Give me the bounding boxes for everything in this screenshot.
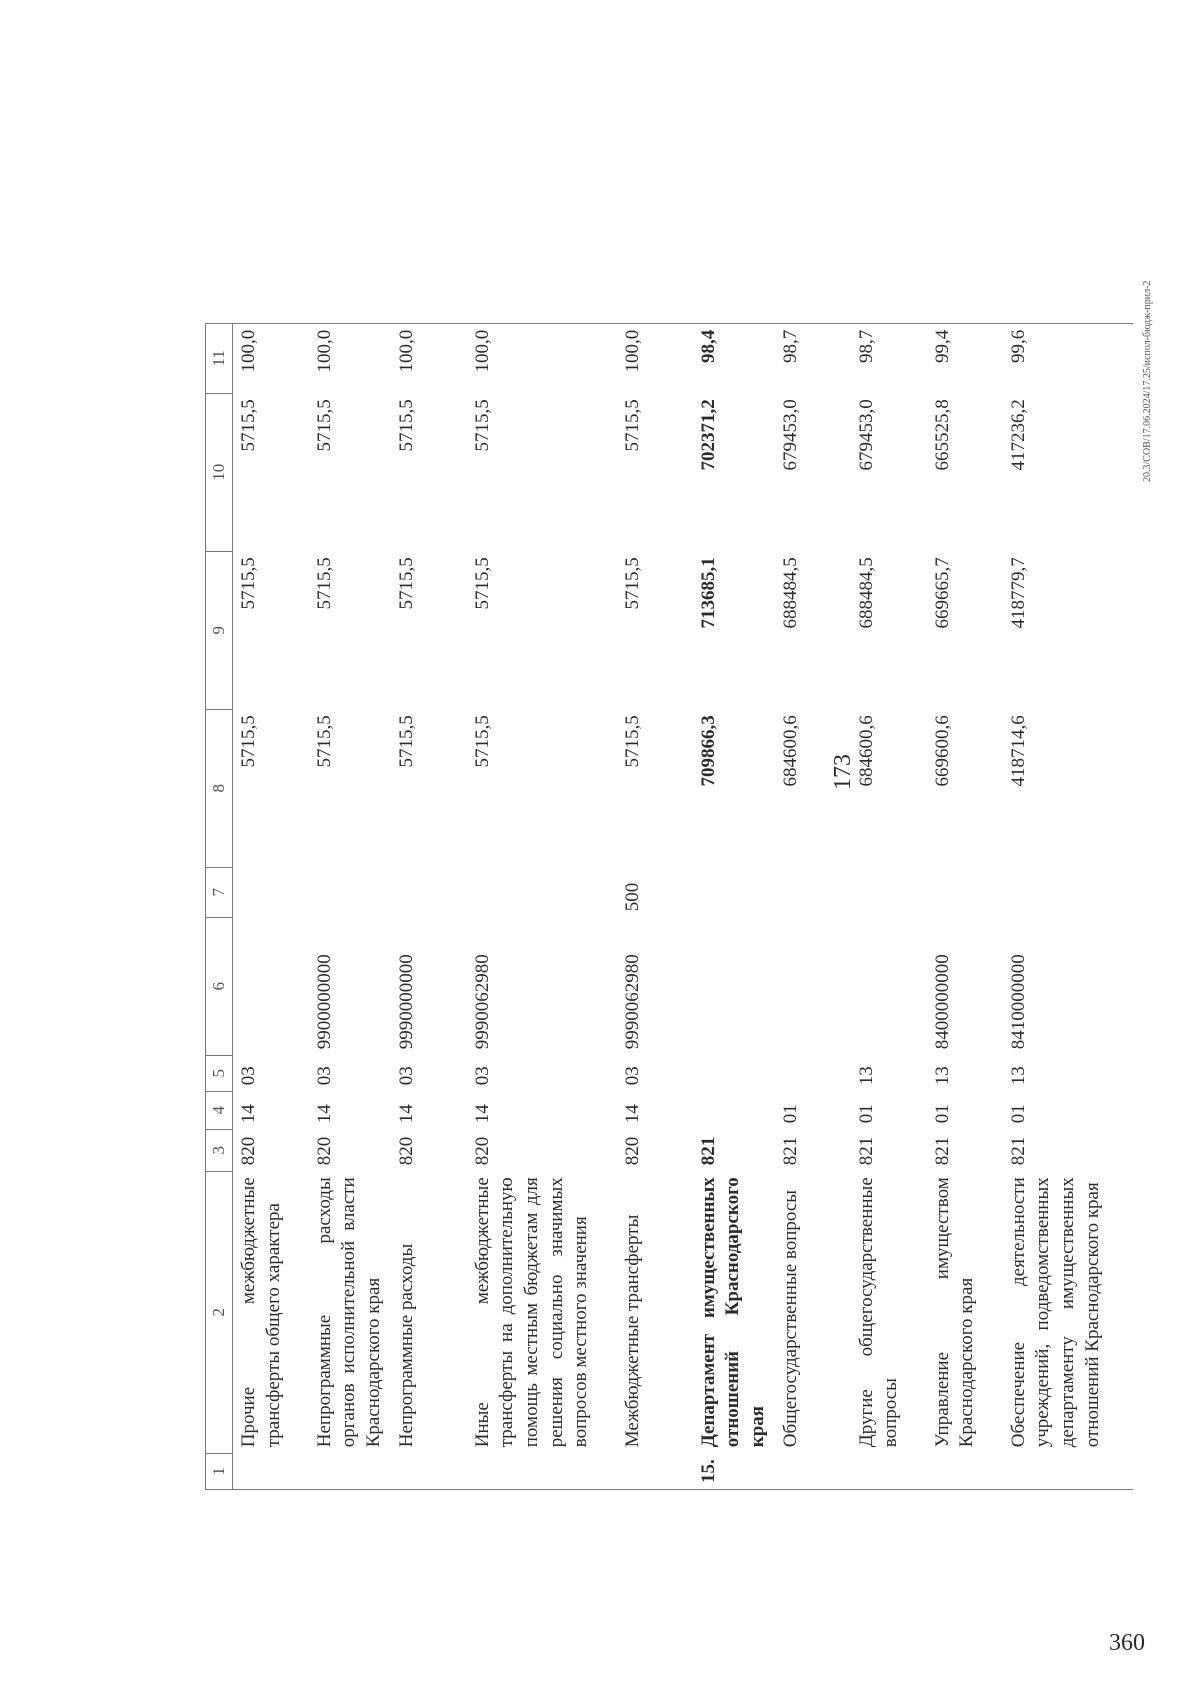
expense-type-code bbox=[309, 867, 391, 917]
ministry-code: 820 bbox=[238, 1136, 259, 1166]
expense-type-code bbox=[1003, 867, 1133, 917]
ministry-code: 821 bbox=[931, 1136, 953, 1166]
planned-amount: 5715,5 bbox=[395, 715, 417, 768]
execution-percent: 99,6 bbox=[1003, 323, 1133, 393]
expense-type-code bbox=[693, 867, 775, 917]
target-article-code bbox=[851, 917, 927, 1055]
subsection-code: 13 bbox=[1007, 1066, 1029, 1086]
planned-amount: 684600,6 bbox=[855, 715, 877, 787]
execution-percent: 100,0 bbox=[309, 323, 391, 393]
refined-amount: 669665,7 bbox=[931, 557, 953, 629]
planned-amount: 669600,6 bbox=[931, 715, 953, 787]
subsection-code: 03 bbox=[471, 1066, 493, 1086]
execution-percent: 98,7 bbox=[775, 323, 851, 393]
expense-type-code bbox=[775, 867, 851, 917]
header-row bbox=[206, 323, 233, 1489]
column-header-3: 3 bbox=[206, 1129, 233, 1171]
section-code: 01 bbox=[931, 1104, 953, 1124]
subsection-code bbox=[693, 1055, 775, 1091]
subsection-code: 03 bbox=[313, 1066, 335, 1086]
table-row bbox=[467, 323, 617, 1489]
target-article-code bbox=[693, 917, 775, 1055]
executed-amount: 5715,5 bbox=[471, 399, 493, 452]
target-article-code: 9990062980 bbox=[621, 954, 643, 1050]
ministry-code: 820 bbox=[621, 1136, 643, 1166]
column-header-7: 7 bbox=[206, 867, 233, 917]
expense-type-code bbox=[927, 867, 1003, 917]
subsection-code: 03 bbox=[395, 1066, 417, 1086]
subsection-code: 03 bbox=[621, 1066, 643, 1086]
executed-amount: 5715,5 bbox=[313, 399, 335, 452]
row-name: Обеспечение деятельности учреждений, подведомственных департаменту имущественных отношений Краснодарского края bbox=[1007, 1177, 1103, 1448]
row-name: Иные межбюджетные трансферты на дополнительную помощь местным бюджетам для решения социально значимых вопросов местного значения bbox=[471, 1177, 592, 1448]
row-name: Межбюджетные трансферты bbox=[621, 1214, 643, 1448]
refined-amount: 713685,1 bbox=[697, 557, 719, 629]
row-number bbox=[233, 1453, 309, 1489]
row-number bbox=[467, 1453, 617, 1489]
table-row bbox=[851, 323, 927, 1489]
execution-percent: 100,0 bbox=[467, 323, 617, 393]
section-code: 14 bbox=[313, 1104, 335, 1124]
expense-type-code bbox=[391, 867, 467, 917]
executed-amount: 5715,5 bbox=[238, 399, 259, 452]
row-name: Другие общегосударственные вопросы bbox=[855, 1177, 902, 1448]
column-header-2: 2 bbox=[206, 1171, 233, 1453]
table-row bbox=[1003, 323, 1133, 1489]
row-number bbox=[391, 1453, 467, 1489]
expense-type-code bbox=[233, 867, 309, 917]
budget-table bbox=[205, 323, 1133, 1490]
table-row bbox=[309, 323, 391, 1489]
executed-amount: 679453,0 bbox=[855, 399, 877, 471]
planned-amount: 5715,5 bbox=[238, 715, 259, 768]
column-header-10: 10 bbox=[206, 393, 233, 551]
executed-amount: 679453,0 bbox=[779, 399, 801, 471]
row-name: Общегосударственные вопросы bbox=[779, 1189, 801, 1448]
execution-percent: 100,0 bbox=[617, 323, 693, 393]
ministry-code: 821 bbox=[697, 1136, 719, 1166]
ministry-code: 820 bbox=[471, 1136, 493, 1166]
page-number-bottom: 360 bbox=[1109, 1630, 1145, 1656]
column-header-5: 5 bbox=[206, 1055, 233, 1091]
target-article-code: 8410000000 bbox=[1007, 954, 1029, 1050]
section-code: 14 bbox=[238, 1104, 259, 1124]
section-code: 01 bbox=[855, 1104, 877, 1124]
ministry-code: 821 bbox=[855, 1136, 877, 1166]
refined-amount: 5715,5 bbox=[621, 557, 643, 610]
ministry-code: 821 bbox=[779, 1136, 801, 1166]
page-number-top: 173 bbox=[830, 754, 856, 790]
planned-amount: 684600,6 bbox=[779, 715, 801, 787]
execution-percent: 100,0 bbox=[391, 323, 467, 393]
table-row bbox=[391, 323, 467, 1489]
table-row bbox=[233, 323, 309, 1489]
row-number bbox=[309, 1453, 391, 1489]
expense-type-code bbox=[467, 867, 617, 917]
execution-percent: 100,0 bbox=[233, 323, 309, 393]
subsection-code bbox=[775, 1055, 851, 1091]
refined-amount: 688484,5 bbox=[855, 557, 877, 629]
table-body bbox=[233, 323, 1133, 1489]
section-code: 01 bbox=[1007, 1104, 1029, 1124]
row-number bbox=[927, 1453, 1003, 1489]
row-number: 15. bbox=[693, 1453, 775, 1489]
row-name: Департамент имущественных отношений Краснодарского края bbox=[697, 1177, 768, 1448]
table-row bbox=[927, 323, 1003, 1489]
target-article-code bbox=[233, 917, 309, 1055]
row-name: Непрограммные расходы bbox=[395, 1243, 417, 1448]
row-name: Прочие межбюджетные трансферты общего характера bbox=[238, 1177, 284, 1448]
section-code bbox=[693, 1091, 775, 1129]
row-name: Непрограммные расходы органов исполнительной власти Краснодарского края bbox=[313, 1177, 384, 1448]
refined-amount: 418779,7 bbox=[1007, 557, 1029, 629]
row-name: Управление имуществом Краснодарского края bbox=[931, 1177, 978, 1448]
refined-amount: 5715,5 bbox=[471, 557, 493, 610]
document-code: 20.3/СОВ/17.06.2024/17.25/испол-бюдж-прил-2 bbox=[1142, 280, 1153, 482]
refined-amount: 5715,5 bbox=[313, 557, 335, 610]
section-code: 01 bbox=[779, 1104, 801, 1124]
ministry-code: 820 bbox=[395, 1136, 417, 1166]
expense-type-code bbox=[851, 867, 927, 917]
target-article-code bbox=[775, 917, 851, 1055]
planned-amount: 5715,5 bbox=[313, 715, 335, 768]
subsection-code: 03 bbox=[238, 1066, 259, 1086]
execution-percent: 98,7 bbox=[851, 323, 927, 393]
planned-amount: 5715,5 bbox=[471, 715, 493, 768]
execution-percent: 98,4 bbox=[693, 323, 775, 393]
table-row bbox=[693, 323, 775, 1489]
target-article-code: 9900000000 bbox=[313, 954, 335, 1050]
subsection-code: 13 bbox=[855, 1066, 877, 1086]
execution-percent: 99,4 bbox=[927, 323, 1003, 393]
target-article-code: 8400000000 bbox=[931, 954, 953, 1050]
table-row bbox=[775, 323, 851, 1489]
section-code: 14 bbox=[621, 1104, 643, 1124]
column-header-6: 6 bbox=[206, 917, 233, 1055]
expense-type-code: 500 bbox=[621, 882, 643, 912]
planned-amount: 418714,6 bbox=[1007, 715, 1029, 787]
subsection-code: 13 bbox=[931, 1066, 953, 1086]
column-header-4: 4 bbox=[206, 1091, 233, 1129]
executed-amount: 5715,5 bbox=[621, 399, 643, 452]
column-header-8: 8 bbox=[206, 709, 233, 867]
executed-amount: 5715,5 bbox=[395, 399, 417, 452]
column-header-11: 11 bbox=[206, 323, 233, 393]
section-code: 14 bbox=[471, 1104, 493, 1124]
row-number bbox=[851, 1453, 927, 1489]
ministry-code: 821 bbox=[1007, 1136, 1029, 1166]
ministry-code: 820 bbox=[313, 1136, 335, 1166]
refined-amount: 688484,5 bbox=[779, 557, 801, 629]
row-number bbox=[775, 1453, 851, 1489]
column-header-1: 1 bbox=[206, 1453, 233, 1489]
refined-amount: 5715,5 bbox=[238, 557, 259, 610]
executed-amount: 417236,2 bbox=[1007, 399, 1029, 471]
executed-amount: 665525,8 bbox=[931, 399, 953, 471]
row-number bbox=[617, 1453, 693, 1489]
row-number bbox=[1003, 1453, 1133, 1489]
target-article-code: 9990000000 bbox=[395, 954, 417, 1050]
planned-amount: 709866,3 bbox=[697, 715, 719, 787]
rotated-page bbox=[30, 0, 1153, 1610]
executed-amount: 702371,2 bbox=[697, 399, 719, 471]
planned-amount: 5715,5 bbox=[621, 715, 643, 768]
section-code: 14 bbox=[395, 1104, 417, 1124]
target-article-code: 9990062980 bbox=[471, 954, 493, 1050]
column-header-9: 9 bbox=[206, 551, 233, 709]
table-row bbox=[617, 323, 693, 1489]
refined-amount: 5715,5 bbox=[395, 557, 417, 610]
